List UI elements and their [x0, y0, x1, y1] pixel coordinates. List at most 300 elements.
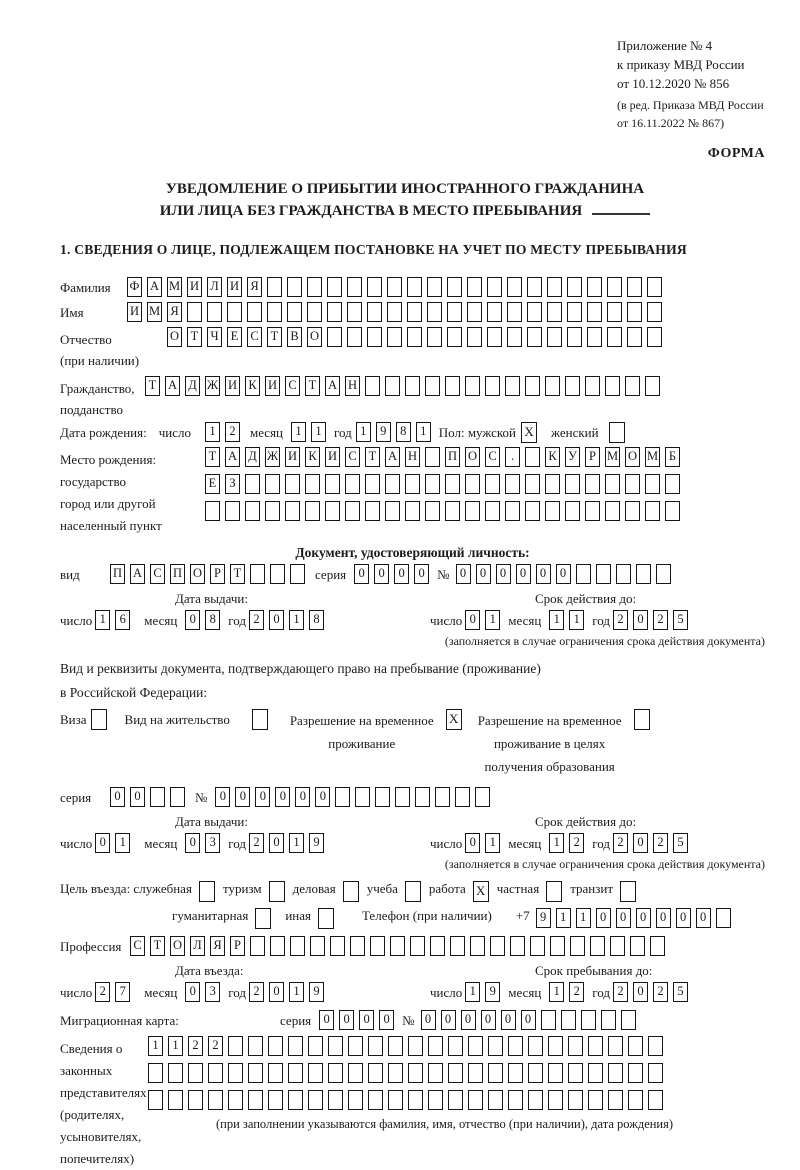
char-cell: 1	[576, 908, 591, 928]
char-cell	[385, 474, 400, 494]
char-cell: 3	[205, 833, 220, 853]
char-cell	[545, 474, 560, 494]
char-cell	[307, 277, 322, 297]
patronymic-row	[60, 327, 765, 371]
char-cell	[148, 1063, 163, 1083]
char-cell	[665, 501, 680, 521]
char-cell	[648, 1063, 663, 1083]
char-cell: 0	[465, 833, 480, 853]
char-cell	[305, 501, 320, 521]
char-cell: 0	[269, 833, 284, 853]
migration-card-label: Миграционная карта:	[60, 1013, 179, 1028]
char-cell	[548, 1063, 563, 1083]
year-label: год	[592, 985, 611, 1000]
purpose-tourism-checkbox	[269, 881, 285, 902]
char-cell	[610, 936, 625, 956]
char-cell: 0	[481, 1010, 496, 1030]
stay-year-cells	[613, 982, 688, 1002]
char-cell	[365, 474, 380, 494]
appendix-line: Приложение № 4	[617, 38, 713, 53]
char-cell	[170, 787, 185, 807]
char-cell	[367, 302, 382, 322]
char-cell	[370, 936, 385, 956]
char-cell: И	[227, 277, 242, 297]
char-cell: 0	[656, 908, 671, 928]
char-cell	[415, 787, 430, 807]
entry-year-cells	[249, 982, 324, 1002]
char-cell: 1	[289, 833, 304, 853]
char-cell: П	[110, 564, 125, 584]
char-cell	[527, 327, 542, 347]
surname-label: Фамилия	[60, 280, 111, 295]
char-cell	[550, 936, 565, 956]
valid-day-cells	[465, 610, 500, 630]
permit-series-row	[60, 787, 765, 807]
char-cell	[447, 302, 462, 322]
representatives-note: (при заполнении указываются фамилия, имя, отчество (при наличии), дата рождения)	[216, 1117, 674, 1131]
char-cell	[547, 302, 562, 322]
char-cell	[408, 1090, 423, 1110]
char-cell	[608, 1036, 623, 1056]
issue-year-cells	[249, 610, 324, 630]
char-cell: 0	[461, 1010, 476, 1030]
residence-permit-checkbox	[252, 709, 268, 730]
char-cell	[627, 327, 642, 347]
char-cell	[588, 1090, 603, 1110]
month-label: месяц	[249, 425, 284, 440]
char-cell	[310, 936, 325, 956]
char-cell	[628, 1036, 643, 1056]
char-cell	[385, 376, 400, 396]
char-cell	[207, 302, 222, 322]
char-cell: Н	[345, 376, 360, 396]
char-cell	[656, 564, 671, 584]
char-cell: И	[127, 302, 142, 322]
char-cell	[505, 501, 520, 521]
char-cell: 0	[696, 908, 711, 928]
char-cell: У	[565, 447, 580, 467]
char-cell	[368, 1090, 383, 1110]
representatives-cells-row1	[148, 1036, 673, 1056]
char-cell: 0	[633, 610, 648, 630]
phone-prefix: +7	[515, 908, 530, 923]
char-cell	[395, 787, 410, 807]
char-cell: Ф	[127, 277, 142, 297]
char-cell: А	[165, 376, 180, 396]
char-cell	[647, 277, 662, 297]
char-cell	[645, 376, 660, 396]
entry-date-header: Дата въезда:	[175, 963, 244, 978]
doc-number-cells	[456, 564, 671, 584]
identity-valid-date	[430, 610, 688, 630]
birthplace-cells-row1	[205, 447, 680, 467]
char-cell: 2	[613, 833, 628, 853]
char-cell	[325, 501, 340, 521]
char-cell: 1	[485, 610, 500, 630]
char-cell	[470, 936, 485, 956]
char-cell	[568, 1063, 583, 1083]
char-cell	[347, 277, 362, 297]
issue-date-header: Дата выдачи:	[175, 591, 249, 606]
char-cell	[407, 327, 422, 347]
limit-note: (заполняется в случае ограничения срока действия документа)	[444, 634, 765, 648]
char-cell: 0	[130, 787, 145, 807]
char-cell	[587, 302, 602, 322]
char-cell	[645, 501, 660, 521]
char-cell: Б	[665, 447, 680, 467]
char-cell: 0	[235, 787, 250, 807]
char-cell	[150, 787, 165, 807]
char-cell	[268, 1063, 283, 1083]
char-cell: 0	[95, 833, 110, 853]
char-cell	[627, 302, 642, 322]
char-cell	[645, 474, 660, 494]
permit-type-row	[60, 709, 765, 778]
visa-label: Виза	[60, 712, 87, 727]
char-cell: 9	[309, 833, 324, 853]
char-cell: 1	[311, 422, 326, 442]
char-cell	[328, 1063, 343, 1083]
char-cell	[465, 376, 480, 396]
birthplace-cells-block	[205, 447, 680, 521]
char-cell: 1	[95, 610, 110, 630]
permit-dates-row	[60, 833, 765, 853]
char-cell	[561, 1010, 576, 1030]
char-cell	[527, 302, 542, 322]
char-cell: 2	[569, 833, 584, 853]
char-cell	[605, 501, 620, 521]
char-cell	[545, 501, 560, 521]
char-cell	[227, 302, 242, 322]
birth-month-cells	[291, 422, 326, 442]
char-cell: Л	[190, 936, 205, 956]
char-cell: 1	[485, 833, 500, 853]
char-cell	[367, 327, 382, 347]
char-cell: 2	[653, 610, 668, 630]
char-cell	[607, 327, 622, 347]
month-label: месяц	[508, 985, 542, 1000]
char-cell: Р	[210, 564, 225, 584]
char-cell	[368, 1036, 383, 1056]
char-cell	[350, 936, 365, 956]
char-cell	[428, 1090, 443, 1110]
char-cell	[485, 376, 500, 396]
char-cell: 9	[485, 982, 500, 1002]
stay-month-cells	[549, 982, 584, 1002]
purpose-official-checkbox	[199, 881, 215, 902]
char-cell: Л	[207, 277, 222, 297]
amendment-line: от 16.11.2022 № 867)	[617, 116, 725, 130]
char-cell	[287, 277, 302, 297]
visa-checkbox	[91, 709, 107, 730]
char-cell: 2	[653, 982, 668, 1002]
char-cell	[650, 936, 665, 956]
doc-number-label: №	[437, 567, 450, 582]
char-cell: 1	[569, 610, 584, 630]
purpose-row	[60, 881, 765, 902]
char-cell	[488, 1063, 503, 1083]
char-cell: А	[325, 376, 340, 396]
char-cell	[448, 1036, 463, 1056]
issue-day-cells	[95, 833, 130, 853]
char-cell: М	[147, 302, 162, 322]
purpose-work-checkbox: X	[473, 881, 489, 902]
char-cell	[425, 376, 440, 396]
citizenship-cells	[145, 376, 660, 396]
char-cell	[445, 376, 460, 396]
char-cell: 0	[633, 982, 648, 1002]
char-cell: Я	[247, 277, 262, 297]
char-cell	[530, 936, 545, 956]
char-cell	[225, 501, 240, 521]
char-cell	[330, 936, 345, 956]
representatives-cell-rows	[148, 1036, 673, 1110]
issue-month-cells	[185, 833, 220, 853]
stay-day-cells	[465, 982, 500, 1002]
char-cell	[208, 1090, 223, 1110]
birth-year-cells	[356, 422, 431, 442]
char-cell: 1	[289, 610, 304, 630]
char-cell: И	[225, 376, 240, 396]
char-cell	[408, 1036, 423, 1056]
char-cell	[488, 1036, 503, 1056]
char-cell	[636, 564, 651, 584]
month-label: месяц	[144, 985, 178, 1000]
valid-year-cells	[613, 833, 688, 853]
char-cell	[405, 474, 420, 494]
char-cell	[648, 1036, 663, 1056]
amendment-line: (в ред. Приказа МВД России	[617, 98, 764, 112]
entry-day-cells	[95, 982, 130, 1002]
char-cell	[487, 277, 502, 297]
char-cell	[508, 1090, 523, 1110]
char-cell	[327, 327, 342, 347]
char-cell: 0	[185, 610, 200, 630]
purpose-row-2	[60, 908, 765, 929]
char-cell: 0	[636, 908, 651, 928]
birthplace-cells-row3	[205, 501, 680, 521]
char-cell	[508, 1063, 523, 1083]
char-cell	[425, 447, 440, 467]
char-cell	[647, 302, 662, 322]
char-cell	[647, 327, 662, 347]
char-cell: К	[245, 376, 260, 396]
char-cell: 0	[255, 787, 270, 807]
char-cell	[588, 1063, 603, 1083]
char-cell	[528, 1090, 543, 1110]
char-cell: В	[287, 327, 302, 347]
char-cell	[628, 1090, 643, 1110]
document-title	[60, 178, 750, 222]
identity-doc-heading: Документ, удостоверяющий личность:	[295, 545, 530, 560]
char-cell: М	[605, 447, 620, 467]
char-cell: О	[307, 327, 322, 347]
char-cell	[305, 474, 320, 494]
char-cell	[327, 277, 342, 297]
char-cell	[585, 376, 600, 396]
representatives-cells-row2	[148, 1063, 673, 1083]
char-cell: 1	[549, 610, 564, 630]
char-cell	[347, 302, 362, 322]
char-cell: 9	[536, 908, 551, 928]
char-cell: Я	[210, 936, 225, 956]
valid-until-header: Срок действия до:	[535, 814, 637, 829]
char-cell: С	[285, 376, 300, 396]
char-cell: 0	[456, 564, 471, 584]
char-cell: С	[345, 447, 360, 467]
char-cell: И	[325, 447, 340, 467]
char-cell	[665, 474, 680, 494]
char-cell	[488, 1090, 503, 1110]
char-cell: 7	[115, 982, 130, 1002]
char-cell	[270, 564, 285, 584]
surname-cells	[127, 277, 662, 297]
char-cell: Я	[167, 302, 182, 322]
purpose-transit-checkbox	[620, 881, 636, 902]
char-cell: 0	[441, 1010, 456, 1030]
char-cell	[428, 1036, 443, 1056]
char-cell	[308, 1036, 323, 1056]
char-cell: 0	[379, 1010, 394, 1030]
char-cell	[625, 501, 640, 521]
char-cell: Т	[145, 376, 160, 396]
char-cell	[327, 302, 342, 322]
char-cell	[287, 302, 302, 322]
char-cell	[716, 908, 731, 928]
char-cell	[325, 474, 340, 494]
year-label: год	[334, 425, 352, 440]
char-cell: О	[190, 564, 205, 584]
char-cell: 8	[396, 422, 411, 442]
purpose-transit-label: транзит	[570, 881, 614, 896]
char-cell: 6	[115, 610, 130, 630]
char-cell	[505, 376, 520, 396]
char-cell: 0	[521, 1010, 536, 1030]
char-cell: Т	[230, 564, 245, 584]
char-cell	[528, 1063, 543, 1083]
char-cell	[285, 474, 300, 494]
mc-series-label: серия	[280, 1013, 312, 1028]
char-cell	[581, 1010, 596, 1030]
char-cell	[208, 1063, 223, 1083]
char-cell: 1	[549, 833, 564, 853]
char-cell	[605, 376, 620, 396]
year-label: год	[228, 613, 247, 628]
sex-male-checkbox: X	[521, 422, 537, 443]
char-cell	[507, 277, 522, 297]
char-cell: 1	[289, 982, 304, 1002]
char-cell: 1	[549, 982, 564, 1002]
char-cell: А	[147, 277, 162, 297]
representatives-cells-block	[148, 1036, 673, 1132]
char-cell	[427, 302, 442, 322]
char-cell: О	[465, 447, 480, 467]
char-cell: Т	[150, 936, 165, 956]
char-cell	[508, 1036, 523, 1056]
char-cell	[270, 936, 285, 956]
identity-dates-row	[60, 610, 765, 630]
char-cell: С	[247, 327, 262, 347]
char-cell	[328, 1036, 343, 1056]
temp-permit-label: Разрешение на временное проживание	[289, 713, 434, 751]
purpose-other-label: иная	[285, 908, 311, 923]
title-blank-underline	[592, 201, 650, 215]
char-cell: 0	[110, 787, 125, 807]
char-cell: 0	[676, 908, 691, 928]
edu-permit-label: Разрешение на временное проживание в целях получения образования	[477, 713, 622, 774]
char-cell	[308, 1090, 323, 1110]
char-cell: 0	[354, 564, 369, 584]
char-cell	[448, 1090, 463, 1110]
char-cell: А	[130, 564, 145, 584]
char-cell	[288, 1036, 303, 1056]
char-cell: О	[625, 447, 640, 467]
char-cell	[288, 1090, 303, 1110]
char-cell: Н	[405, 447, 420, 467]
birthplace-label: Место рождения: государство город или другой населенный пункт	[60, 452, 162, 533]
char-cell	[348, 1063, 363, 1083]
char-cell	[587, 277, 602, 297]
day-label: число	[60, 836, 93, 851]
char-cell: 2	[613, 610, 628, 630]
char-cell: И	[285, 447, 300, 467]
char-cell	[585, 474, 600, 494]
birthplace-row	[60, 447, 765, 537]
char-cell: Д	[185, 376, 200, 396]
limit-note: (заполняется в случае ограничения срока действия документа)	[444, 857, 765, 871]
doc-series-cells	[354, 564, 429, 584]
char-cell: 0	[633, 833, 648, 853]
char-cell	[267, 302, 282, 322]
char-cell	[625, 376, 640, 396]
purpose-humanitarian-label: гуманитарная	[172, 908, 249, 923]
valid-month-cells	[549, 833, 584, 853]
mc-number-cells	[421, 1010, 636, 1030]
char-cell: 0	[465, 610, 480, 630]
char-cell	[507, 302, 522, 322]
purpose-private-label: частная	[496, 881, 540, 896]
char-cell	[390, 936, 405, 956]
char-cell	[375, 787, 390, 807]
citizenship-row	[60, 376, 765, 420]
char-cell	[545, 376, 560, 396]
char-cell: Т	[267, 327, 282, 347]
char-cell	[367, 277, 382, 297]
char-cell	[228, 1063, 243, 1083]
char-cell: 9	[309, 982, 324, 1002]
char-cell	[465, 501, 480, 521]
char-cell: 0	[496, 564, 511, 584]
patronymic-label: Отчество (при наличии)	[60, 327, 167, 371]
char-cell	[568, 1090, 583, 1110]
char-cell: 0	[394, 564, 409, 584]
char-cell: 0	[421, 1010, 436, 1030]
char-cell	[248, 1063, 263, 1083]
char-cell: 0	[374, 564, 389, 584]
char-cell: 2	[225, 422, 240, 442]
char-cell	[525, 474, 540, 494]
char-cell	[265, 501, 280, 521]
char-cell: 0	[414, 564, 429, 584]
char-cell	[408, 1063, 423, 1083]
char-cell: П	[170, 564, 185, 584]
char-cell: С	[150, 564, 165, 584]
char-cell	[648, 1090, 663, 1110]
char-cell: О	[170, 936, 185, 956]
purpose-study-label: учеба	[366, 881, 398, 896]
char-cell	[447, 277, 462, 297]
char-cell: 0	[269, 610, 284, 630]
